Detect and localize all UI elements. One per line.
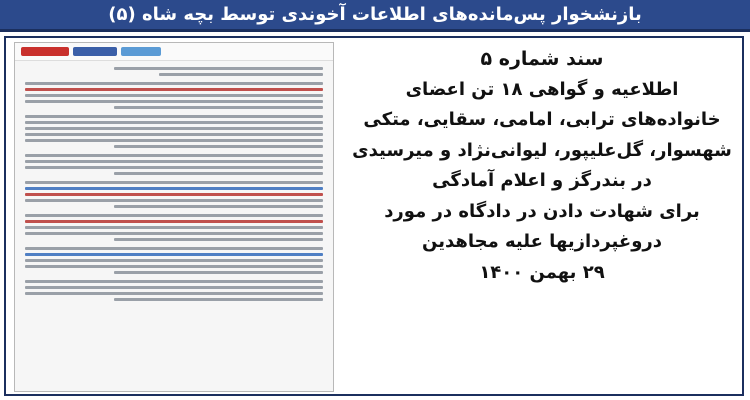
doc-paragraph-4 <box>25 181 323 208</box>
description-line-3: شهسوار، گل‌علیپور، لیوانی‌نژاد و میرسیدی <box>352 139 732 161</box>
description-line-1: اطلاعیه و گواهی ۱۸ تن اعضای <box>405 78 679 100</box>
doc-paragraph-2 <box>25 115 323 148</box>
doc-paragraph-6 <box>25 247 323 274</box>
description-line-2: خانواده‌های ترابی، امامی، سقایی، متکی <box>363 109 721 130</box>
title-banner <box>0 0 750 32</box>
description-line-6: دروغپردازیها علیه مجاهدین <box>422 231 662 252</box>
doc-paragraph-7 <box>25 280 323 301</box>
doc-paragraph-1 <box>25 82 323 109</box>
share-toolbar <box>15 43 333 61</box>
doc-paragraph-5 <box>25 214 323 241</box>
banner-title: بازنشخوار پس‌مانده‌های اطلاعات آخوندی توسط بچه شاه (۵) <box>108 4 642 25</box>
document-description <box>346 44 738 394</box>
document-thumbnail <box>14 42 334 392</box>
share-button-blue <box>73 47 117 56</box>
description-line-5: برای شهادت دادن در دادگاه در مورد <box>384 200 700 222</box>
doc-paragraph-3 <box>25 154 323 175</box>
share-button-red <box>21 47 69 56</box>
document-date: ۲۹ بهمن ۱۴۰۰ <box>479 261 605 283</box>
share-button-lightblue <box>121 47 161 56</box>
doc-header-lines <box>25 67 323 76</box>
document-number: سند شماره ۵ <box>480 48 604 70</box>
description-line-4: در بندرگز و اعلام آمادگی <box>432 170 652 191</box>
